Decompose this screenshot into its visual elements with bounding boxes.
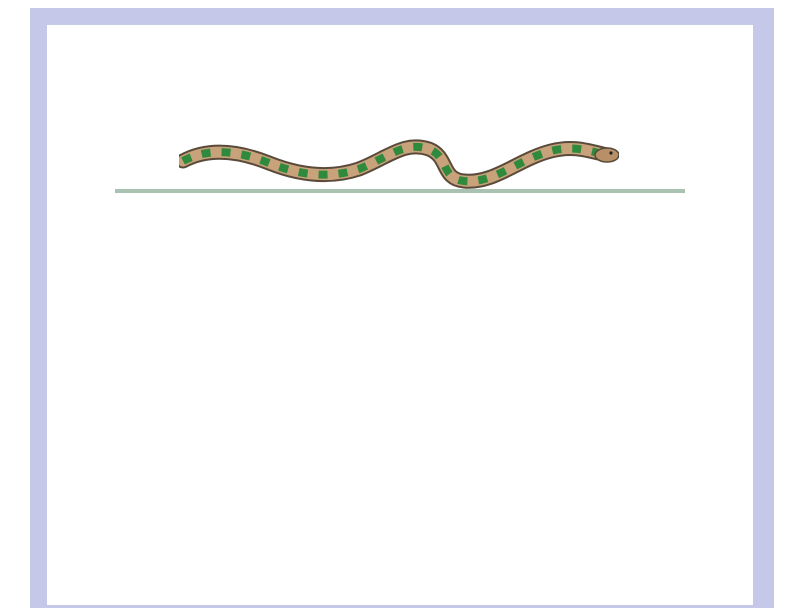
page-content — [47, 25, 753, 605]
section-heading — [47, 91, 753, 121]
resource-table — [115, 189, 685, 193]
snake-image — [179, 129, 619, 195]
right-heart-border — [784, 0, 798, 600]
left-heart-border — [2, 0, 16, 600]
